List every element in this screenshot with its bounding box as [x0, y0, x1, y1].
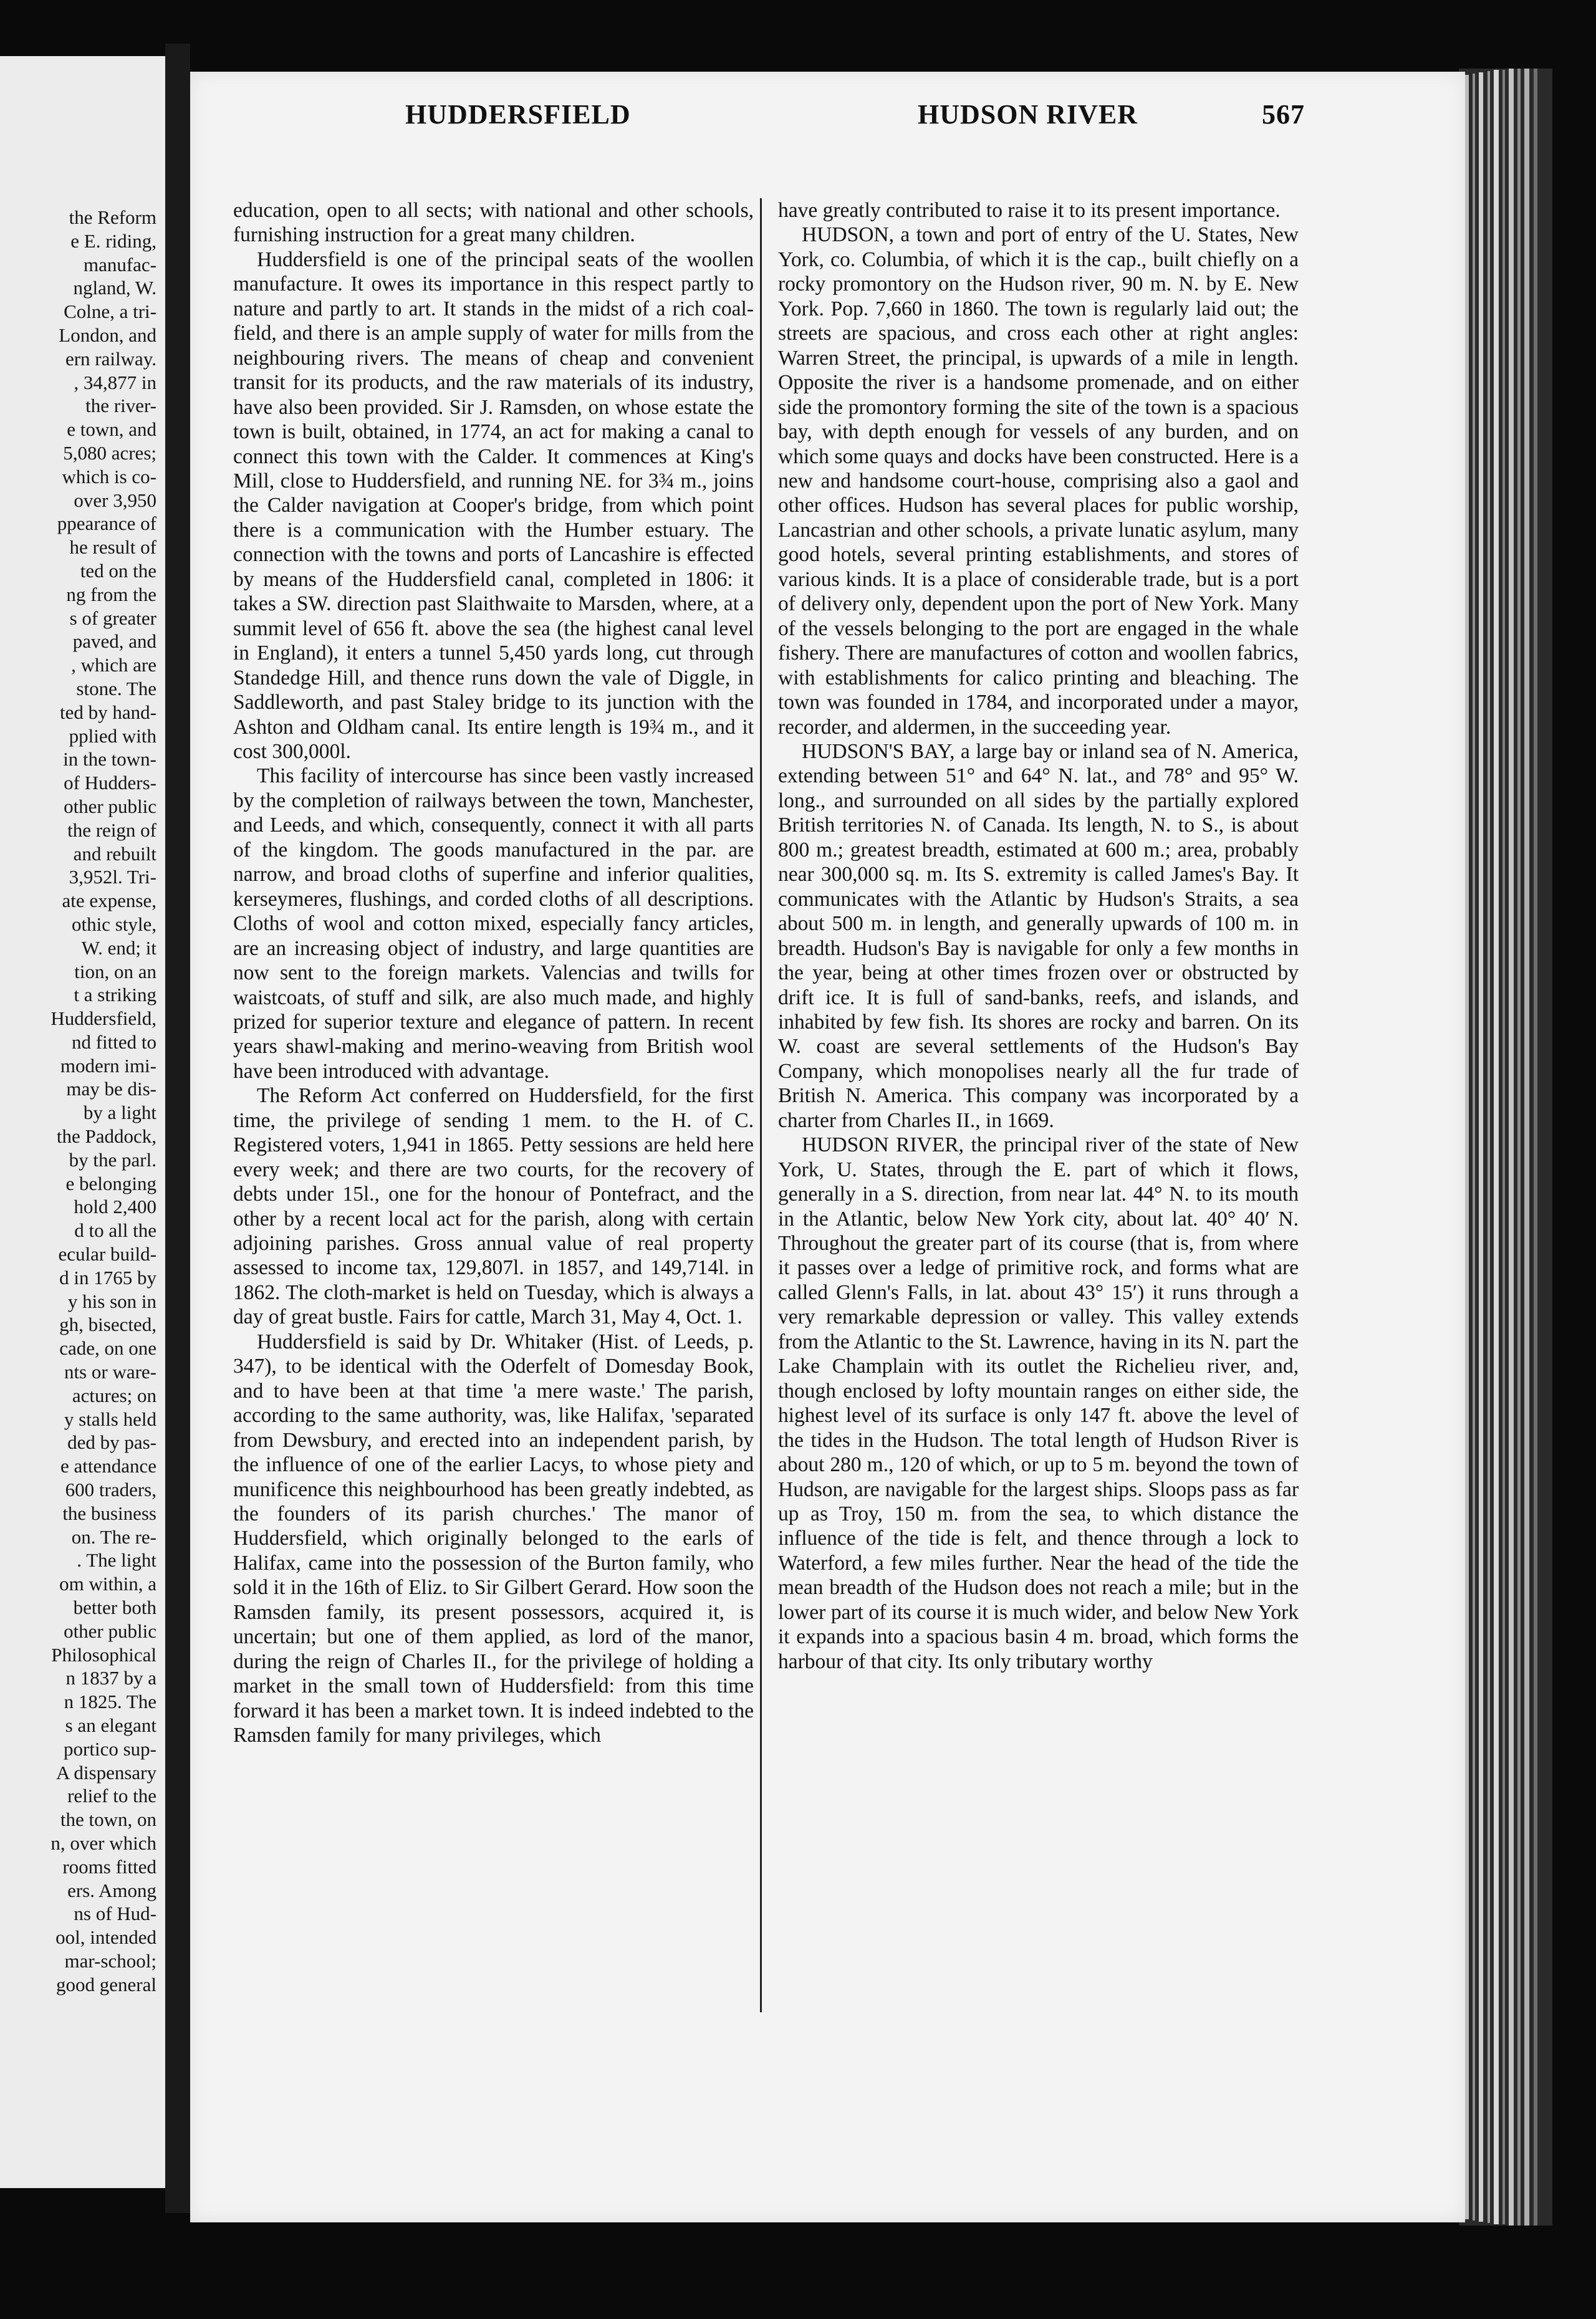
previous-page-line: n 1837 by a — [65, 1667, 156, 1689]
previous-page-line: gh, bisected, — [59, 1313, 156, 1336]
previous-page-line: , which are — [71, 654, 156, 676]
previous-page-line: the Reform — [69, 206, 156, 228]
page-number: 567 — [1262, 99, 1305, 130]
previous-page-line: n, over which — [50, 1832, 156, 1854]
previous-page-line: . The light — [77, 1549, 156, 1572]
previous-page-line: 5,080 acres; — [63, 441, 156, 464]
column-left — [233, 198, 754, 1748]
previous-page-line: d to all the — [74, 1219, 156, 1242]
previous-page-line: e belonging — [65, 1172, 156, 1194]
previous-page-line: the town, on — [60, 1808, 156, 1831]
running-head-left: HUDDERSFIELD — [405, 99, 631, 130]
previous-page-line: ns of Hud- — [74, 1903, 156, 1925]
previous-page-line: by the parl. — [69, 1148, 156, 1171]
previous-page-line: Philosophical — [51, 1643, 156, 1666]
previous-page-line: s of greater — [69, 607, 156, 629]
previous-page-line: which is co- — [62, 465, 156, 487]
previous-page-line: cade, on one — [59, 1337, 156, 1360]
paragraph: education, open to all sects; with national and other schools, furnishing instruction for a great many children. — [233, 199, 754, 247]
previous-page-line: the Paddock, — [56, 1125, 156, 1148]
previous-page-line: better both — [73, 1596, 156, 1619]
previous-page-line: om within, a — [59, 1573, 156, 1595]
previous-page-line: ngland, W. — [73, 277, 156, 299]
previous-page-line: ecular build- — [58, 1243, 156, 1265]
previous-page-line: in the town- — [63, 748, 156, 771]
previous-page-line: ern railway. — [65, 347, 156, 370]
previous-page-line: y his son in — [67, 1290, 156, 1312]
paragraph: The Reform Act conferred on Huddersfield, for the first time, the privilege of sending 1 mem. to the H. of C. Registered voters, 1,941 in 1865. Petty sessions are held here every week; and there are two courts, for the recovery of debts under 15l., one for the honour of Pontefract, and the other by a recent local act for the parish, along with certain adjoining parishes. Gross annual value of real property assessed to income tax, 129,807l. in 1857, and 149,714l. in 1862. The cloth-market is held on Tuesday, which is always a day of great bustle. Fairs for cattle, March 31, May 4, Oct. 1. — [233, 1084, 754, 1329]
previous-page-line: nts or ware- — [64, 1361, 156, 1383]
previous-page-line: 3,952l. Tri- — [69, 866, 156, 888]
previous-page-line: , 34,877 in — [74, 371, 156, 393]
previous-page-line: d in 1765 by — [59, 1266, 156, 1289]
previous-page-line: actures; on — [72, 1384, 156, 1406]
previous-page-line: over 3,950 — [74, 489, 156, 511]
previous-page-line: may be dis- — [66, 1078, 156, 1100]
previous-page-line: A dispensary — [55, 1761, 156, 1784]
paragraph: have greatly contributed to raise it to its present importance. — [778, 199, 1281, 222]
column-rule — [760, 198, 762, 2012]
previous-page-line: e E. riding, — [70, 229, 156, 252]
previous-page-line: he result of — [69, 536, 156, 559]
previous-page-line: n 1825. The — [64, 1691, 156, 1713]
previous-page-line: y stalls held — [64, 1408, 156, 1430]
previous-page-line: by a light — [83, 1102, 156, 1124]
previous-page-line: manufac- — [83, 253, 156, 276]
previous-page-line: hold 2,400 — [74, 1196, 156, 1218]
previous-page-line: rooms fitted — [62, 1855, 156, 1878]
previous-page-line: portico sup- — [64, 1737, 156, 1760]
previous-page-line: ted by hand- — [60, 701, 156, 723]
previous-page-line: ted on the — [80, 559, 156, 582]
previous-page-line: paved, and — [72, 630, 156, 653]
entry-hudson-river: HUDSON RIVER, the principal river of the state of New York, U. States, through the E. part of which it flows, generally in a S. direction, from near lat. 44° N. to its mouth in the Atlantic, below New York city, about lat. 40° 40′ N. Throughout the greater part of its course (that is, from where it passes over a ledge of primitive rock, and forms what are called Glenn's Falls, in lat. about 43° 15′) it runs through a very remarkable depression or valley. This valley extends from the Atlantic to the St. Lawrence, having in its N. part the Lake Champlain with its outlet the Richelieu river, and, though enclosed by lofty mountain ranges on either side, the highest level of its surface is only 147 ft. above the level of the tides in the Hudson. The total length of Hudson River is about 280 m., 120 of which, or up to 5 m. beyond the town of Hudson, are navigable for the largest ships. Sloops pass as far up as Troy, 150 m. from the sea, to which distance the influence of the tide is felt, and thence through a lock to Waterford, a few miles further. Near the head of the tide the mean breadth of the Hudson does not reach a mile; but in the lower part of its course it is much wider, and below New York it expands into a spacious basin 4 m. broad, which forms the harbour of that city. Its only tributary worthy — [778, 1133, 1299, 1673]
paragraph: Huddersfield is said by Dr. Whitaker (Hist. of Leeds, p. 347), to be identical with the Oderfelt of Domesday Book, and to have been at that time 'a mere waste.' The parish, according to the same authority, was, like Halifax, 'separated from Dewsbury, and erected into an independent parish, by the influence of one of the earlier Lacys, to whose piety and munificence this neighbourhood has been greatly indebted, as the founders of its parish churches.' The manor of Huddersfield, which originally belonged to the earls of Halifax, came into the possession of the Burton family, who sold it in the 16th of Eliz. to Sir Gilbert Gerard. How soon the Ramsden family, its present possessors, acquired it, is uncertain; but one of them applied, as lord of the manor, during the reign of Charles II., for the privilege of holding a market in the small town of Huddersfield: from this time forward it has been a market town. It is indeed indebted to the Ramsden family for many privileges, which — [233, 1330, 754, 1747]
previous-page-line: good general — [56, 1973, 156, 1995]
previous-page-line: ate expense, — [62, 890, 156, 912]
entry-hudsons-bay: HUDSON'S BAY, a large bay or inland sea of N. America, extending between 51° and 64° N. lat., and 78° and 95° W. long., and surrounded on all sides by the partially explored British territories N. of Canada. Its length, N. to S., is about 800 m.; greatest breadth, estimated at 600 m.; area, probably near 300,000 sq. m. Its S. extremity is called James's Bay. It communicates with the Atlantic by Hudson's Straits, a sea about 500 m. in length, and generally upwards of 100 m. in breadth. Hudson's Bay is navigable for only a few months in the year, being at other times frozen over or obstructed by drift ice. It is full of sand-banks, reefs, and islands, and inhabited by few fish. Its shores are rocky and barren. On its W. coast are several settlements of the Hudson's Bay Company, which monopolises nearly all the fur trade of British N. America. This company was incorporated by a charter from Charles II., in 1669. — [778, 739, 1299, 1132]
previous-page-line: s an elegant — [65, 1714, 156, 1736]
previous-page-line: tion, on an — [74, 960, 156, 982]
column-right — [778, 198, 1299, 1674]
previous-page-line: e town, and — [67, 418, 156, 441]
previous-page-line: and rebuilt — [73, 842, 156, 865]
previous-page-line: pplied with — [69, 724, 156, 747]
previous-page-line: other public — [64, 1620, 156, 1642]
previous-page-line: mar-school; — [64, 1949, 156, 1972]
previous-page-line: ded by pas- — [67, 1431, 156, 1454]
previous-page-line: t a striking — [74, 984, 156, 1006]
previous-page-line: 600 traders, — [65, 1479, 156, 1501]
previous-page-line: ool, intended — [55, 1926, 156, 1949]
previous-page-line: W. end; it — [81, 936, 156, 959]
paragraph: Huddersfield is one of the principal seats of the woollen manufacture. It owes its importance in this respect partly to nature and partly to art. It stands in the midst of a rich coal-field, and there is an ample supply of water for mills from the neighbouring rivers. The means of cheap and convenient transit for its products, and the raw materials of its industry, have also been provided. Sir J. Ramsden, on whose estate the town is built, obtained, in 1774, an act for making a canal to connect this town with the Calder. It commences at King's Mill, close to Huddersfield, and running NE. for 3¾ m., joins the Calder navigation at Cooper's bridge, from which point there is a communication with the Humber estuary. The connection with the towns and ports of Lancashire is effected by means of the Huddersfield canal, completed in 1806: it takes a SW. direction past Slaithwaite to Marsden, where, at a summit level of 656 ft. above the sea (the highest canal level in England), it enters a tunnel 5,450 yards long, cut through Standedge Hill, and thence runs down the vale of Diggle, in Saddleworth, and past Staley bridge to its junction with the Ashton and Oldham canal. Its entire length is 19¾ m., and it cost 300,000l. — [233, 247, 754, 763]
previous-page-line: Colne, a tri- — [64, 300, 156, 323]
previous-page-line: other public — [64, 795, 156, 817]
previous-page-line: the business — [62, 1502, 156, 1524]
previous-page-line: modern imi- — [60, 1054, 156, 1077]
previous-page-line: relief to the — [67, 1785, 156, 1807]
previous-page-line: Huddersfield, — [50, 1007, 156, 1030]
running-head-right: HUDSON RIVER — [918, 99, 1138, 130]
previous-page-line: ppearance of — [57, 512, 156, 535]
previous-page-line: the river- — [85, 395, 156, 417]
previous-page-line: the reign of — [67, 819, 156, 841]
paragraph: This facility of intercourse has since been vastly increased by the completion of railways between the town, Manchester, and Leeds, and which, consequently, connect it with all parts of the kingdom. The goods manufactured in the par. are narrow, and broad cloths of superfine and inferior qualities, kerseymeres, flushings, and corded cloths of all descriptions. Cloths of wool and cotton mixed, especially fancy articles, are an increasing object of industry, and large quantities are now sent to the foreign markets. Valencias and twills for waistcoats, of stuff and silk, are also much made, and highly prized for superior texture and elegance of pattern. In recent years shawl-making and merino-weaving from British wool have been introduced with advantage. — [233, 764, 754, 1083]
previous-page-line: stone. The — [76, 677, 156, 699]
previous-page-fragment — [0, 56, 165, 2188]
previous-page-line: London, and — [59, 324, 156, 346]
previous-page-line: on. The re- — [71, 1525, 156, 1548]
entry-hudson: HUDSON, a town and port of entry of the U. States, New York, co. Columbia, of which it is the cap., built chiefly on a rocky promontory on the Hudson river, 90 m. N. by E. New York. Pop. 7,660 in 1860. The town is regularly laid out; the streets are spacious, and cross each other at right angles: Warren Street, the principal, is upwards of a mile in length. Opposite the river is a handsome promenade, and on either side the promontory forming the site of the town is a spacious bay, with depth enough for vessels of any burden, and on which some quays and docks have been constructed. Here is a new and handsome court-house, comprising also a gaol and other offices. Hudson has several places for public worship, Lancastrian and other schools, a private lunatic asylum, many good hotels, several printing establishments, and stores of various kinds. It is a place of considerable trade, but is a port of delivery only, dependent upon the port of New York. Many of the vessels belonging to the port are engaged in the whale fishery. There are manufactures of cotton and woollen fabrics, with establishments for calico printing and bleaching. The town was founded in 1784, and incorporated under a mayor, recorder, and aldermen, in the succeeding year. — [778, 223, 1299, 739]
previous-page-line: ng from the — [66, 583, 156, 605]
previous-page-line: ers. Among — [67, 1879, 156, 1901]
previous-page-line: of Hudders- — [64, 772, 156, 794]
previous-page-line: nd fitted to — [71, 1030, 156, 1053]
previous-page-text — [1, 206, 156, 1997]
previous-page-line: e attendance — [60, 1455, 156, 1477]
previous-page-line: othic style, — [71, 913, 156, 935]
